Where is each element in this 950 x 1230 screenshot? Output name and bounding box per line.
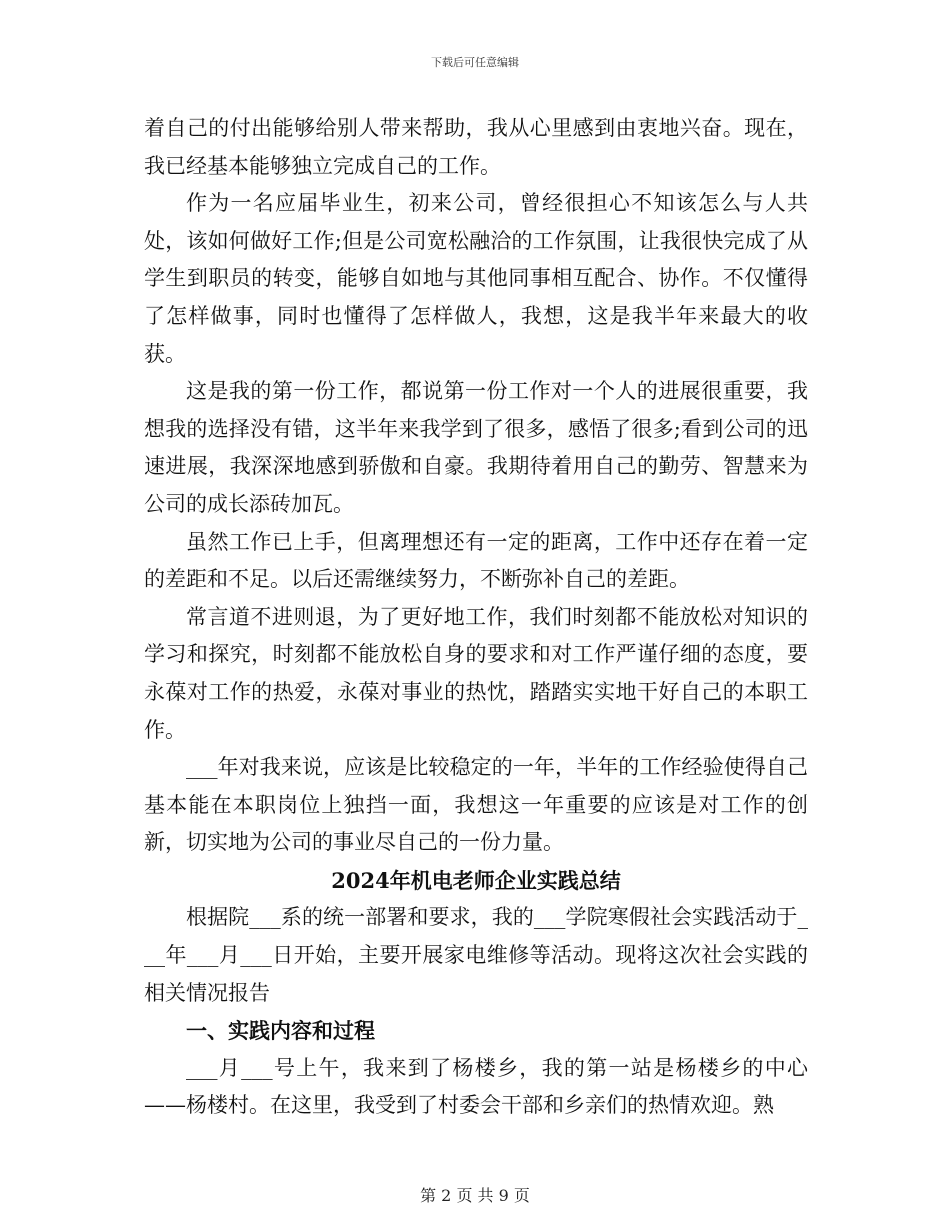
document-title: 2024年机电老师企业实践总结 bbox=[331, 867, 621, 893]
page-footer: 第 2 页 共 9 页 bbox=[420, 1186, 530, 1205]
document-body bbox=[144, 110, 808, 1125]
paragraph: 常言道不进则退，为了更好地工作，我们时刻都不能放松对知识的学习和探究，时刻都不能放松自身的要求和对工作严谨仔细的态度，要永葆对工作的热爱，永葆对事业的热忱，踏踏实实地干好自己的本职工作。 bbox=[144, 604, 808, 742]
section-heading: 一、实践内容和过程 bbox=[186, 1018, 375, 1044]
paragraph: ___月___号上午，我来到了杨楼乡，我的第一站是杨楼乡的中心——杨楼村。在这里，我受到了村委会干部和乡亲们的热情欢迎。熟 bbox=[144, 1055, 808, 1118]
paragraph: ___年对我来说，应该是比较稳定的一年，半年的工作经验使得自己基本能在本职岗位上独挡一面，我想这一年重要的应该是对工作的创新，切实地为公司的事业尽自己的一份力量。 bbox=[144, 755, 808, 855]
paragraph: 根据院___系的统一部署和要求，我的___学院寒假社会实践活动于___年___月___日开始，主要开展家电维修等活动。现将这次社会实践的相关情况报告 bbox=[144, 905, 808, 1005]
paragraph: 这是我的第一份工作，都说第一份工作对一个人的进展很重要，我想我的选择没有错，这半年来我学到了很多，感悟了很多;看到公司的迅速进展，我深深地感到骄傲和自豪。我期待着用自己的勤劳、智慧来为公司的成长添砖加瓦。 bbox=[144, 379, 808, 516]
page-header: 下载后可任意编辑 bbox=[431, 56, 519, 69]
paragraph: 着自己的付出能够给别人带来帮助，我从心里感到由衷地兴奋。现在，我已经基本能够独立完成自己的工作。 bbox=[144, 116, 808, 178]
paragraph: 作为一名应届毕业生，初来公司，曾经很担心不知该怎么与人共处，该如何做好工作;但是公司宽松融洽的工作氛围，让我很快完成了从学生到职员的转变，能够自如地与其他同事相互配合、协作。不仅懂得了怎样做事，同时也懂得了怎样做人，我想，这是我半年来最大的收获。 bbox=[144, 191, 808, 366]
paragraph: 虽然工作已上手，但离理想还有一定的距离，工作中还存在着一定的差距和不足。以后还需继续努力，不断弥补自己的差距。 bbox=[144, 529, 808, 592]
